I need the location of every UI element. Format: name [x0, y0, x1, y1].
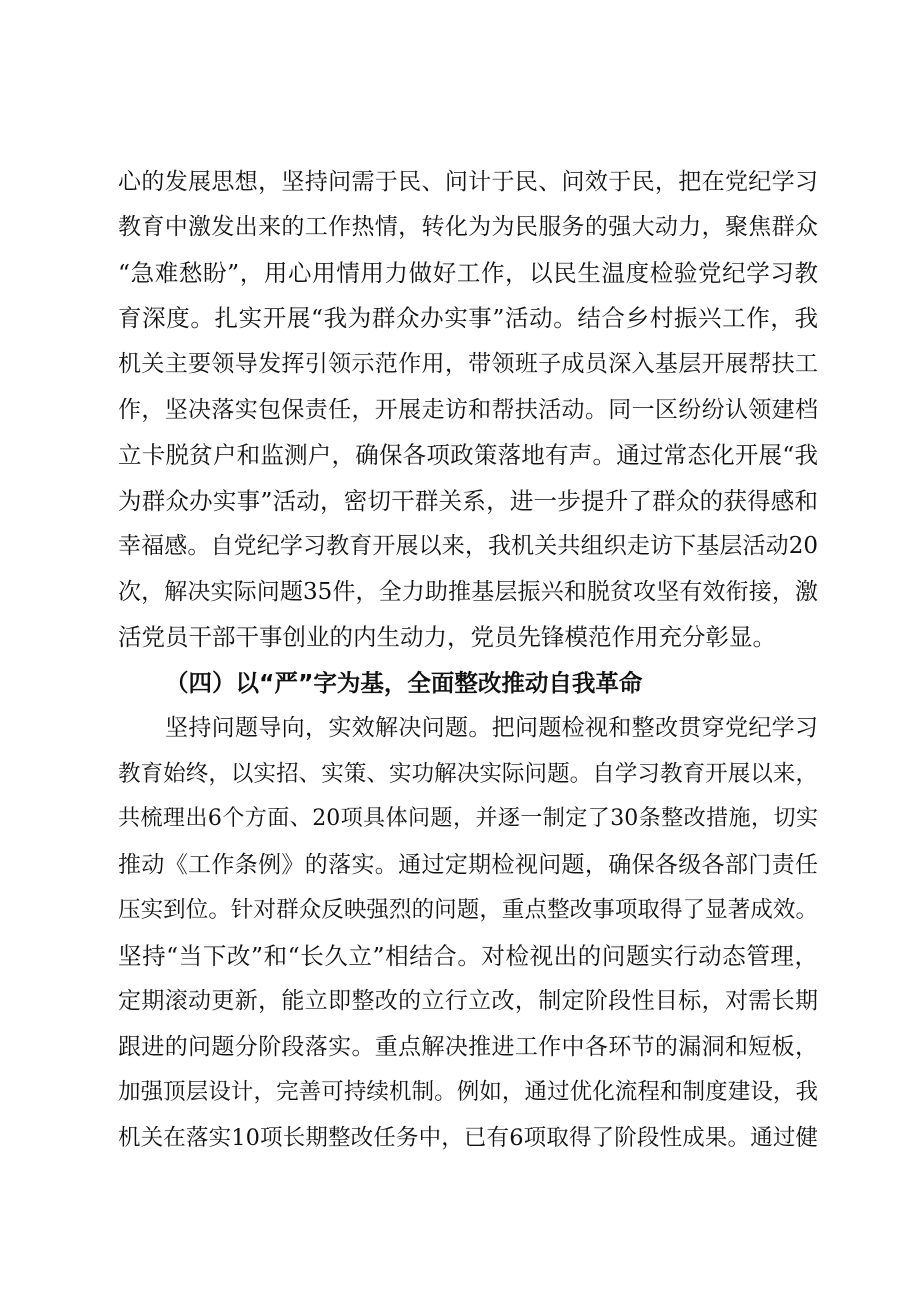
- paragraph-1-line-11: 活党员干部干事创业的内生动力，党员先锋模范作用充分彰显。: [118, 623, 776, 651]
- paragraph-1-line-10: 次，解决实际问题35件，全力助推基层振兴和脱贫攻坚有效衔接，激: [118, 579, 818, 605]
- paragraph-1-line-9: 幸福感。自党纪学习教育开展以来，我机关共组织走访下基层活动20: [118, 533, 818, 559]
- paragraph-1-line-7: 立卡脱贫户和监测户，确保各项政策落地有声。通过常态化开展“我: [118, 441, 818, 469]
- paragraph-2-line-8: 跟进的问题分阶段落实。重点解决推进工作中各环节的漏洞和短板，: [118, 1034, 818, 1060]
- paragraph-2-line-9: 加强顶层设计，完善可持续机制。例如，通过优化流程和制度建设，我: [118, 1079, 818, 1105]
- paragraph-1-line-3: “急难愁盼”，用心用情用力做好工作，以民生温度检验党纪学习教: [118, 259, 818, 287]
- paragraph-2-line-10: 机关在落实10项长期整改任务中，已有6项取得了阶段性成果。通过健: [118, 1125, 818, 1151]
- paragraph-1-line-4: 育深度。扎实开展“我为群众办实事”活动。结合乡村振兴工作，我: [118, 304, 818, 332]
- section-heading: （四）以“严”字为基，全面整改推动自我革命: [165, 669, 643, 697]
- paragraph-2-line-5: 压实到位。针对群众反映强烈的问题，重点整改事项取得了显著成效。: [118, 897, 818, 923]
- paragraph-2-line-6: 坚持“当下改”和“长久立”相结合。对检视出的问题实行动态管理，: [118, 942, 818, 970]
- paragraph-2-line-7: 定期滚动更新，能立即整改的立行立改，制定阶段性目标，对需长期: [118, 988, 818, 1014]
- paragraph-2-line-4: 推动《工作条例》的落实。通过定期检视问题，确保各级各部门责任: [118, 852, 818, 878]
- paragraph-2-line-2: 教育始终，以实招、实策、实功解决实际问题。自学习教育开展以来，: [118, 761, 818, 787]
- paragraph-2-line-3: 共梳理出6个方面、20项具体问题，并逐一制定了30条整改措施，切实: [118, 806, 818, 831]
- paragraph-1-line-5: 机关主要领导发挥引领示范作用，带领班子成员深入基层开展帮扶工: [118, 351, 818, 377]
- paragraph-1-line-1: 心的发展思想，坚持问需于民、问计于民、问效于民，把在党纪学习: [118, 169, 818, 195]
- paragraph-2-line-1: 坚持问题导向，实效解决问题。把问题检视和整改贯穿党纪学习: [165, 715, 818, 741]
- paragraph-1-line-8: 为群众办实事”活动，密切干群关系，进一步提升了群众的获得感和: [118, 487, 818, 515]
- paragraph-1-line-2: 教育中激发出来的工作热情，转化为为民服务的强大动力，聚焦群众: [118, 214, 818, 240]
- paragraph-1-line-6: 作，坚决落实包保责任，开展走访和帮扶活动。同一区纷纷认领建档: [118, 397, 818, 423]
